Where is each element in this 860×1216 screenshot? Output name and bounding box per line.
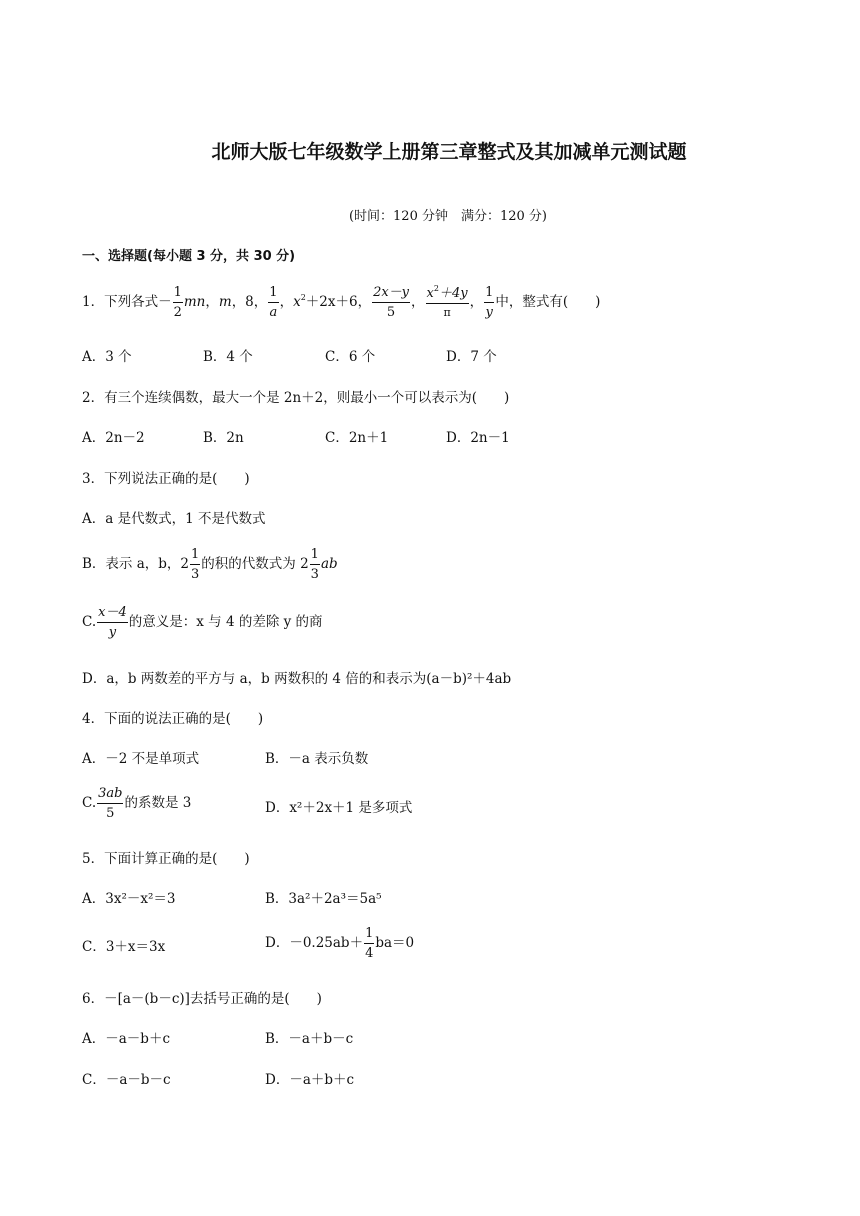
q1-option-c: C．6 个 — [325, 349, 376, 365]
q1-option-b: B．4 个 — [203, 349, 253, 365]
question-3-stem: 3．下列说法正确的是( ) — [82, 471, 250, 487]
q5-option-b: B．3a²＋2a³＝5a⁵ — [265, 891, 382, 907]
q4-option-a: A．－2 不是单项式 — [82, 751, 200, 767]
q3-option-c: C. $\frac{x-4}{y}$ 的意义是：x 与 4 的差除 y 的商 — [82, 605, 323, 640]
document-title: 北师大版七年级数学上册第三章整式及其加减单元测试题 — [211, 141, 687, 163]
exam-info: (时间：120 分钟 满分：120 分) — [348, 209, 548, 224]
q6-option-c: C．－a－b－c — [82, 1072, 171, 1088]
q1-fraction-3: $\frac{2x-y}{5}$ — [373, 285, 410, 320]
section-heading: 一、选择题(每小题 3 分，共 30 分) — [82, 249, 296, 264]
q1-term-m: m — [218, 294, 232, 310]
q2-option-d: D．2n－1 — [446, 430, 510, 446]
q6-option-b: B．－a＋b－c — [265, 1031, 354, 1047]
q2-option-a: A．2n－2 — [82, 430, 145, 446]
q6-option-a: A．－a－b＋c — [82, 1031, 171, 1047]
q6-option-d: D．－a＋b＋c — [265, 1072, 355, 1088]
q2-option-c: C．2n＋1 — [325, 430, 389, 446]
question-2-stem: 2．有三个连续偶数，最大一个是 2n＋2，则最小一个可以表示为( ) — [82, 390, 510, 406]
q5-option-c: C．3＋x＝3x — [82, 939, 166, 955]
q1-option-d: D．7 个 — [446, 349, 497, 365]
q4-option-b: B．－a 表示负数 — [265, 751, 369, 767]
question-5-stem: 5．下面计算正确的是( ) — [82, 851, 250, 867]
q1-fraction-1: $\frac{1}{2}$ — [173, 285, 182, 320]
q1-suffix: 中，整式有( ) — [495, 294, 601, 310]
q1-fraction-4: $\frac{x^2+4y}{\pi}$ — [426, 284, 468, 319]
q2-option-b: B．2n — [203, 430, 244, 446]
q5-fraction: $\frac{1}{4}$ — [365, 926, 374, 961]
q3-option-b: B．表示 a，b，2 $\frac{1}{3}$ 的积的代数式为 2 $\frac{1}{3}$ ab — [82, 547, 338, 582]
q4-option-c: C. $\frac{3ab}{5}$ 的系数是 3 — [82, 786, 192, 821]
q1-option-a: A．3 个 — [82, 349, 132, 365]
q3-mixed-fraction: $\frac{1}{3}$ — [191, 547, 200, 582]
q1-fraction-2: $\frac{1}{a}$ — [269, 285, 278, 320]
q1-polynomial: ＋2x＋6， — [305, 294, 372, 310]
q3-option-d: D．a，b 两数差的平方与 a，b 两数积的 4 倍的和表示为(a－b)²＋4ab — [82, 671, 512, 687]
q1-term-mn: mn — [183, 294, 206, 310]
question-1-stem: 1．下列各式－ $\frac{1}{2}$ mn，m，8， $\frac{1}{a}$ ，$x^2+2x+6$， $\frac{2x-y}{5}$ ， $\frac{x^2+4y}{\pi}$ ， $\frac{1}{y}$ 中，整式有( ) — [82, 284, 601, 320]
q5-option-a: A．3x²－x²＝3 — [82, 891, 176, 907]
q4-fraction: $\frac{3ab}{5}$ — [98, 786, 123, 821]
q1-prefix: 1．下列各式－ — [82, 294, 172, 310]
q1-fraction-5: $\frac{1}{y}$ — [485, 285, 494, 320]
q4-option-d: D．x²＋2x＋1 是多项式 — [265, 800, 413, 816]
q5-option-d: D．－0.25ab＋ $\frac{1}{4}$ ba＝0 — [265, 926, 415, 961]
question-6-stem: 6．－[a－(b－c)]去括号正确的是( ) — [82, 991, 322, 1007]
q3-fraction: $\frac{x-4}{y}$ — [98, 605, 127, 640]
q3-option-a: A．a 是代数式，1 不是代数式 — [82, 511, 266, 527]
question-4-stem: 4．下面的说法正确的是( ) — [82, 711, 264, 727]
